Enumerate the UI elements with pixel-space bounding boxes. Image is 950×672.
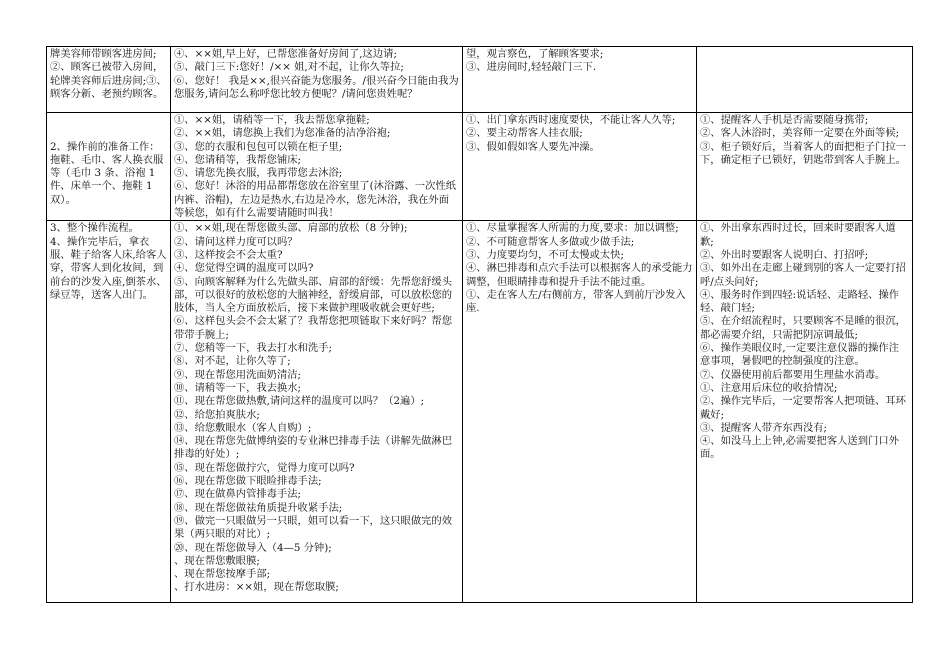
step-text: 2、操作前的准备工作：拖鞋、毛巾、客人换衣服等（毛巾 3 条、浴袍 1 件、床单一个、拖鞋 1 双）。: [50, 140, 164, 206]
table-row: [47, 113, 913, 221]
script-text: ①、××姐，请稍等一下，我去帮您拿拖鞋; ②、××姐，请您换上我们为您准备的洁净浴袍; ③、您的衣服和包包可以锁在柜子里; ④、您请稍等，我帮您铺床; ⑤、请您先换衣服，我再带您去沐浴; ⑥、您好！沐浴的用品都帮您放在浴室里了(沐浴露、一次性纸内裤、浴帽)，左边是热水,右边是冷水，您先沐浴，我在外面等候您，如有什么需要请随时叫我！: [174, 114, 457, 220]
requirement-cell: [463, 113, 697, 221]
requirement-cell: [463, 47, 697, 113]
table-row: [47, 221, 913, 603]
table-row: [47, 47, 913, 113]
procedure-table: [46, 46, 913, 603]
requirement-text: 望，观言察色，了解顾客要求; ③、进房间时,轻轻敲门三下.: [466, 48, 604, 74]
step-cell: [47, 221, 171, 603]
step-cell: [47, 113, 171, 221]
note-cell: [697, 47, 913, 113]
script-text: ④、××姐,早上好，已帮您准备好房间了,这边请; ⑤、敲门三下:您好！/×× 姐,对不起，让你久等拉; ⑥、您好！ 我是××,很兴奋能为您服务。/很兴奋今日能由我为您服务,请问怎么称呼您比较方便呢？/请问您贵姓呢？: [174, 48, 459, 100]
script-text: ①、××姐,现在帮您做头部、肩部的放松（8 分钟); ②、请问这样力度可以吗？ ③、这样按会不会太重? ④、您觉得空调的温度可以吗? ⑤、向顾客解释为什么先做头部、肩部的舒缓：先帮您舒缓头部，可以很好的放松您的大脑神经，舒缓肩部，可以放松您的肢体，当人全方面放松后，接下来做护理吸收就会更好些; ⑥、这样包头会不会太紧了？我帮您把项链取下来好吗？帮您带带手腕上; ⑦、您稍等一下，我去打水和洗手; ⑧、对不起，让你久等了; ⑨、现在帮您用洗面奶清洁; ⑩、请稍等一下，我去换水; ⑪、现在帮您做热敷,请问这样的温度可以吗？（2遍）; ⑫、给您拍爽肤水; ⑬、给您敷眼水（客人自购）; ⑭、现在帮您先做博纳姿的专业淋巴排毒手法（讲解先做淋巴排毒的好处）; ⑮、现在帮您做拧穴，觉得力度可以吗? ⑯、现在帮您做下眼睑排毒手法; ⑰、现在做鼻内管排毒手法; ⑱、现在帮您做祛角质提升收紧手法; ⑲、做完一只眼做另一只眼，姐可以看一下，这只眼做完的效果（两只眼的对比）; ⑳、现在帮您做导入（4—5 分钟); 、现在帮您敷眼膜; 、现在帮您按摩手部; 、打水进房：××姐，现在帮您取膜;: [174, 222, 453, 594]
script-cell: [171, 113, 463, 221]
note-cell: [697, 113, 913, 221]
note-text: ①、提醒客人手机是否需要随身携带; ②、客人沐浴时，美容师一定要在外面等候; ③、柜子锁好后，当着客人的面把柜子门拉一下，确定柜子已锁好，钥匙带到客人手腕上。: [700, 114, 906, 166]
step-text: 3、整个操作流程。 4、操作完毕后，拿衣服、鞋子给客人床,给客人穿，带客人到化妆间，到前台的沙发入座,倒茶水、绿豆等，送客人出门。: [50, 222, 167, 301]
step-cell: [47, 47, 171, 113]
requirement-cell: [463, 221, 697, 603]
requirement-text: ①、尽量掌握客人所需的力度,要求：加以调整; ②、不可随意帮客人多做或少做手法; ③、力度要均匀，不可太慢或太快; ④、淋巴排毒和点穴手法可以根据客人的承受能力调整，但眼睛排毒和提升手法不能过重。 ①、走在客人左/右侧前方，带客人到前厅沙发入座.: [466, 222, 693, 315]
script-cell: [171, 221, 463, 603]
step-text: 牌美容师带顾客进房间; ②、顾客已被带入房间，轮牌美容师后进房间;③、顾客分新、老预约顾客。: [50, 48, 167, 100]
note-text: ①、外出拿东西时过长，回来时要跟客人道歉; ②、外出时要跟客人说明白、打招呼; ③、如外出在走廊上碰到别的客人一定要打招呼/点头问好; ④、服务时作到四轻:说话轻、走路轻、操作轻、敲门轻; ⑤、在介绍流程时，只要顾客不是睡的很沉，都必需要介绍，只需把阴凉调最低; ⑥、操作美眼仪时,一定要注意仪器的操作注意事项，暑假吧的控制强度的注意。 ⑦、仪器使用前后都要用生理盐水消毒。 ①、注意用后床位的收拾情况; ②、操作完毕后，一定要帮客人把项链、耳环戴好; ③、提醒客人带齐东西没有; ④、如没马上上钟,必需要把客人送到门口外面。: [700, 222, 906, 461]
script-cell: [171, 47, 463, 113]
note-cell: [697, 221, 913, 603]
requirement-text: ①、出门拿东西时速度要快，不能让客人久等; ②、要主动帮客人挂衣服; ③、假如假如客人要先冲澡。: [466, 114, 676, 153]
